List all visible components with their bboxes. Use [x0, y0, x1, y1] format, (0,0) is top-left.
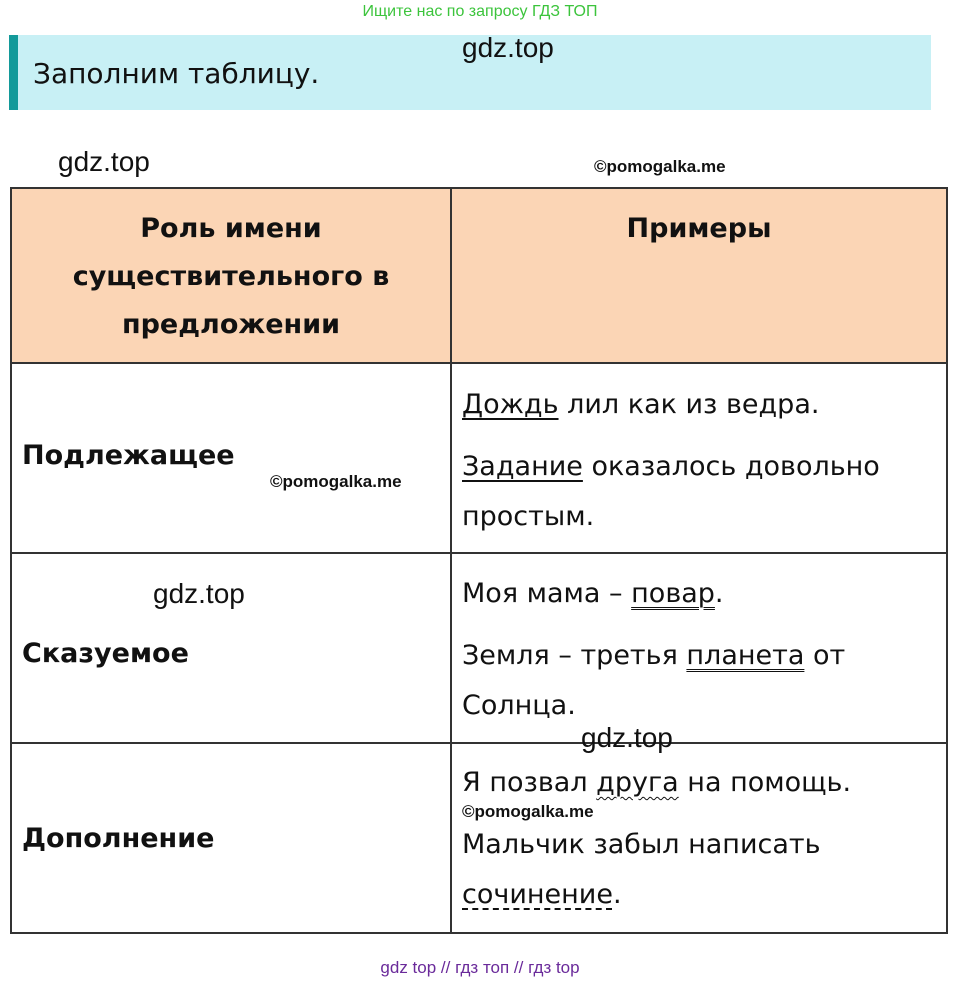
examples-cell: [451, 363, 947, 553]
watermark-gdz: gdz.top: [153, 578, 245, 609]
example-rest: .: [714, 578, 724, 609]
example-rest: лил как из ведра.: [558, 389, 820, 420]
example-before: Моя мама –: [462, 578, 632, 609]
header-examples: Примеры: [626, 213, 772, 244]
example-sentence: [462, 820, 946, 920]
underlined-noun: Дождь: [462, 389, 559, 420]
watermark-pomogalka: ©pomogalka.me: [594, 157, 726, 176]
table-row: [11, 553, 947, 743]
example-rest: .: [612, 879, 622, 910]
underlined-noun: Задание: [462, 451, 583, 482]
watermark-gdz: gdz.top: [58, 146, 150, 177]
examples-list: [452, 744, 946, 920]
example-sentence: [462, 758, 946, 808]
example-before: Земля – третья: [462, 640, 687, 671]
top-banner: Ищите нас по запросу ГДЗ ТОП: [362, 3, 598, 20]
watermark-gdz: gdz.top: [462, 32, 554, 63]
header-cell-examples: [451, 188, 947, 363]
table-header-row: [11, 188, 947, 363]
watermark-gdz: gdz.top: [581, 722, 673, 753]
example-sentence: [462, 631, 946, 731]
example-rest: оказалось довольно простым.: [462, 451, 880, 532]
example-sentence: [462, 569, 946, 619]
underlined-noun: повар: [631, 578, 715, 609]
example-sentence: [462, 442, 946, 542]
example-before: Мальчик забыл написать: [462, 829, 821, 860]
examples-list: [452, 364, 946, 542]
example-rest: от Солнца.: [462, 640, 846, 721]
role-cell: [11, 363, 451, 553]
role-subject: Подлежащее: [22, 439, 235, 471]
underlined-noun: планета: [686, 640, 805, 671]
role-cell: [11, 743, 451, 933]
role-predicate: Сказуемое: [22, 637, 189, 669]
underlined-noun: друга: [596, 767, 679, 798]
example-sentence: [462, 380, 946, 430]
table-row: [11, 743, 947, 933]
example-rest: на помощь.: [678, 767, 852, 798]
footer-links: gdz top // гдз топ // гдз top: [380, 958, 580, 977]
examples-list: [452, 554, 946, 731]
header-cell-role: [11, 188, 451, 363]
intro-text: Заполним таблицу.: [33, 57, 320, 90]
examples-cell: [451, 553, 947, 743]
table-row: [11, 363, 947, 553]
examples-cell: [451, 743, 947, 933]
watermark-pomogalka: ©pomogalka.me: [462, 802, 594, 821]
underlined-noun: сочинение: [462, 879, 613, 910]
watermark-pomogalka: ©pomogalka.me: [270, 472, 402, 491]
header-role: Роль имени существительного в предложении: [72, 213, 390, 340]
role-object: Дополнение: [22, 822, 215, 854]
example-before: Я позвал: [462, 767, 597, 798]
